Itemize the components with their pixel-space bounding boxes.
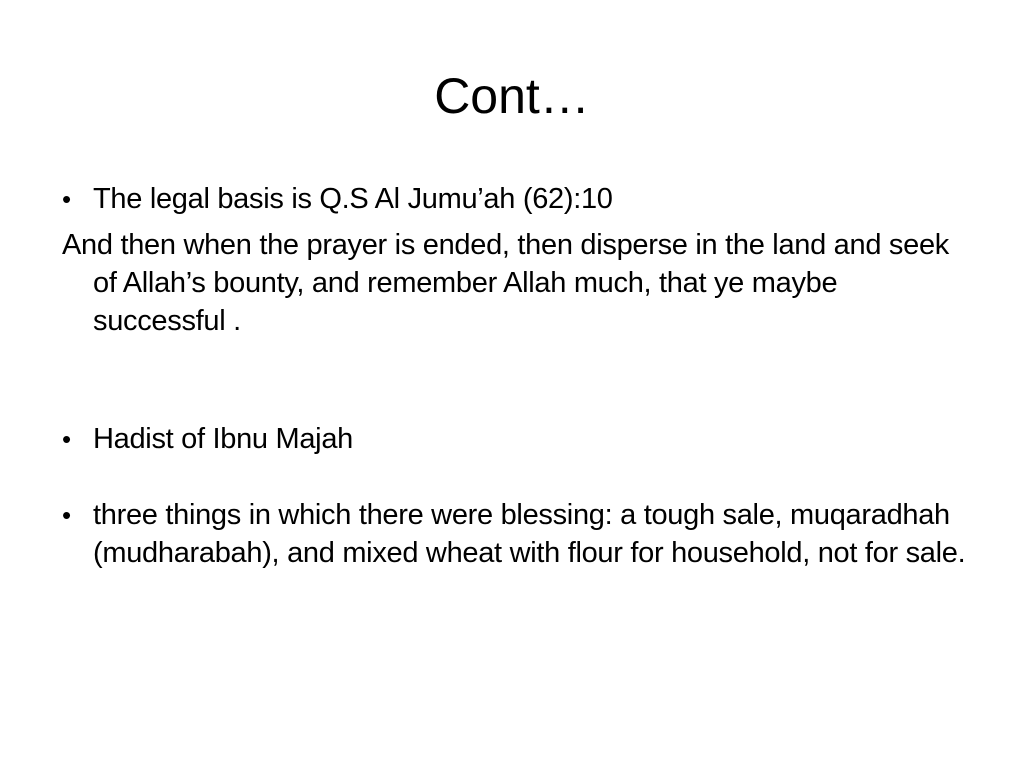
bullet-icon: • [62, 184, 71, 214]
bullet-text: Hadist of Ibnu Majah [93, 423, 353, 455]
slide-body [62, 180, 972, 572]
slide-title: Cont… [434, 68, 590, 124]
bullet-icon: • [62, 500, 71, 530]
bullet-item-three-things [62, 496, 972, 572]
quote-paragraph: And then when the prayer is ended, then disperse in the land and seek of Allah’s bounty, and remember Allah much, that ye maybe successful . [62, 229, 949, 337]
bullet-text: The legal basis is Q.S Al Jumu’ah (62):10 [93, 183, 613, 215]
bullet-text: three things in which there were blessing: a tough sale, muqaradhah (mudharabah), and mixed wheat with flour for household, not for sale. [93, 499, 966, 569]
bullet-item-hadist [62, 420, 972, 458]
bullet-item-legal-basis [62, 180, 972, 218]
bullet-icon: • [62, 424, 71, 454]
